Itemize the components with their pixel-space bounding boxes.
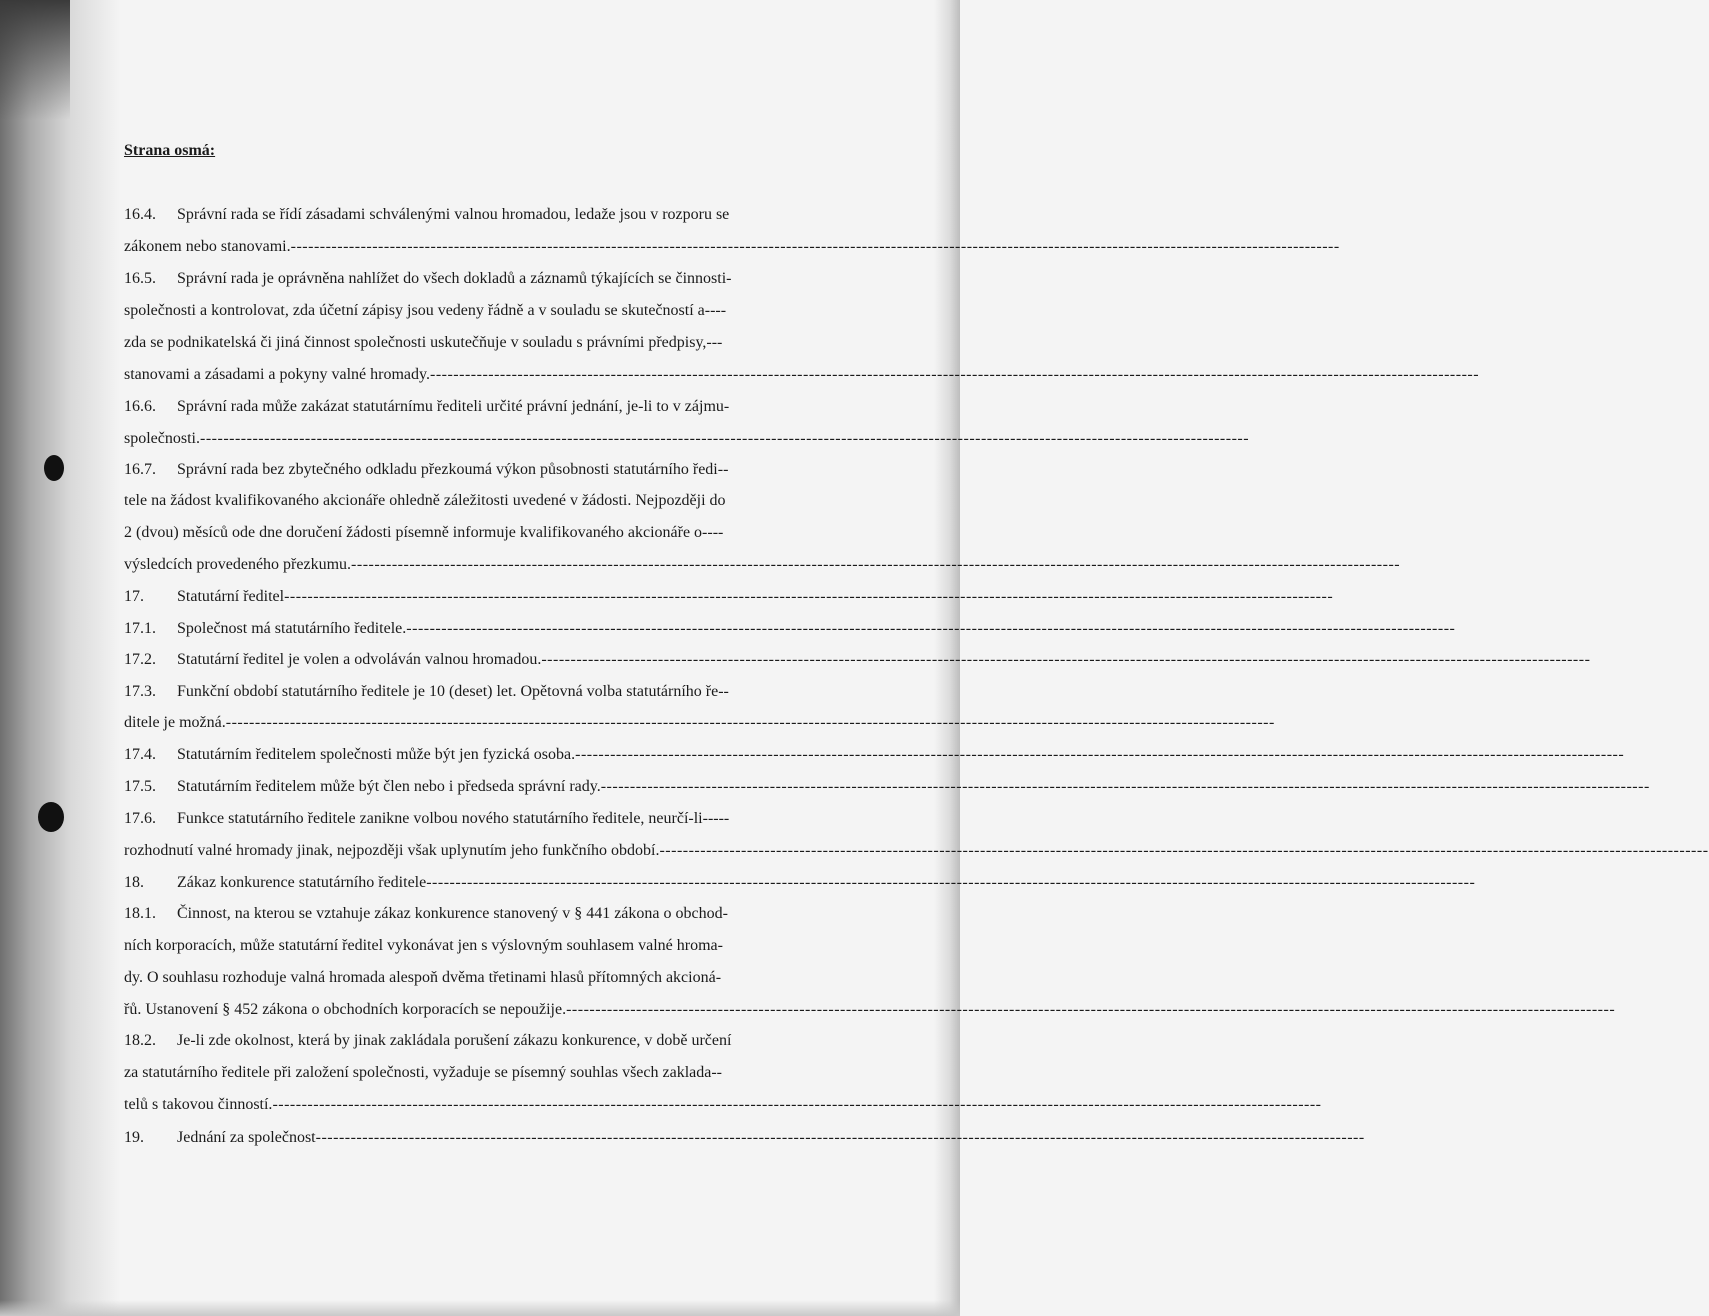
punch-hole-icon <box>38 802 64 832</box>
line-text: Jednání za společnost <box>177 1129 316 1146</box>
scan-corner-shadow <box>0 0 70 120</box>
line-text: dy. O souhlasu rozhoduje valná hromada alespoň dvěma třetinami hlasů přítomných akcioná- <box>124 969 722 986</box>
scan-binding-shadow <box>0 0 120 1316</box>
line-text: Správní rada bez zbytečného odkladu přezkoumá výkon působnosti statutárního ředi-- <box>177 461 729 478</box>
dash-filler <box>566 999 1615 1021</box>
text-line <box>124 872 796 894</box>
line-text: společnosti a kontrolovat, zda účetní zápisy jsou vedeny řádně a v souladu se skutečností a---- <box>124 302 727 319</box>
text-line <box>124 490 796 512</box>
text-line <box>124 364 796 386</box>
line-text: za statutárního ředitele při založení společnosti, vyžaduje se písemný souhlas všech zaklada-- <box>124 1064 723 1081</box>
text-line <box>124 840 796 862</box>
text-line <box>124 1062 796 1084</box>
line-text: Činnost, na kterou se vztahuje zákaz konkurence stanovený v § 441 zákona o obchod- <box>177 905 728 922</box>
text-line <box>124 396 796 418</box>
text-line <box>124 935 796 957</box>
line-text: Statutární ředitel je volen a odvoláván valnou hromadou. <box>177 651 542 668</box>
text-line <box>124 554 796 576</box>
section-number: 18.2. <box>124 1032 156 1049</box>
section-number: 17.4. <box>124 746 156 763</box>
line-text: Funkce statutárního ředitele zanikne volbou nového statutárního ředitele, neurčí-li----- <box>177 810 730 827</box>
line-text: tele na žádost kvalifikovaného akcionáře ohledně záležitosti uvedené v žádosti. Nejpozději do <box>124 492 726 509</box>
section-number: 17.1. <box>124 620 156 637</box>
section-number: 16.5. <box>124 270 156 287</box>
text-line <box>124 903 796 925</box>
text-line <box>124 649 796 671</box>
section-number: 16.6. <box>124 398 156 415</box>
dash-filler <box>272 1094 1321 1116</box>
dash-filler <box>659 840 1708 862</box>
text-line <box>124 1094 796 1116</box>
text-line <box>124 236 796 258</box>
dash-filler <box>541 649 1590 671</box>
dash-filler <box>426 872 1475 894</box>
line-text: výsledcích provedeného přezkumu. <box>124 556 352 573</box>
line-text: ních korporacích, může statutární ředitel vykonávat jen s výslovným souhlasem valné hroma- <box>124 937 723 954</box>
line-text: společnosti. <box>124 430 200 447</box>
text-line <box>124 459 796 481</box>
text-line <box>124 204 796 226</box>
section-number: 16.4. <box>124 206 156 223</box>
text-line <box>124 776 796 798</box>
text-line <box>124 712 796 734</box>
section-number: 18. <box>124 874 144 891</box>
section-number: 19. <box>124 1129 144 1146</box>
section-number: 17.2. <box>124 651 156 668</box>
line-text: Společnost má statutárního ředitele. <box>177 620 407 637</box>
section-number: 16.7. <box>124 461 156 478</box>
scan-bottom-edge <box>0 1300 960 1316</box>
text-line <box>124 522 796 544</box>
text-line <box>124 586 796 608</box>
section-number: 17.5. <box>124 778 156 795</box>
line-text: Funkční období statutárního ředitele je 10 (deset) let. Opětovná volba statutárního ře-- <box>177 683 729 700</box>
line-text: Je-li zde okolnost, která by jinak zakládala porušení zákazu konkurence, v době určení <box>177 1032 732 1049</box>
dash-filler <box>575 744 1624 766</box>
line-text: stanovami a zásadami a pokyny valné hromady. <box>124 366 430 383</box>
section-number: 17.6. <box>124 810 156 827</box>
dash-filler <box>284 586 1333 608</box>
dash-filler <box>601 776 1650 798</box>
text-line <box>124 967 796 989</box>
dash-filler <box>200 428 1249 450</box>
dash-filler <box>430 364 1479 386</box>
punch-hole-icon <box>44 455 64 481</box>
section-number: 18.1. <box>124 905 156 922</box>
text-line <box>124 1127 796 1149</box>
line-text: zákonem nebo stanovami. <box>124 238 291 255</box>
text-line <box>124 999 796 1021</box>
text-line <box>124 428 796 450</box>
text-line <box>124 808 796 830</box>
section-number: 17.3. <box>124 683 156 700</box>
text-line <box>124 268 796 290</box>
line-text: Statutárním ředitelem může být člen nebo i předseda správní rady. <box>177 778 601 795</box>
dash-filler <box>406 618 1455 640</box>
dash-filler <box>291 236 1340 258</box>
text-line <box>124 744 796 766</box>
section-number: 17. <box>124 588 144 605</box>
line-text: zda se podnikatelská či jiná činnost společnosti uskutečňuje v souladu s právními předpisy,--- <box>124 334 723 351</box>
line-text: ditele je možná. <box>124 714 226 731</box>
dash-filler <box>316 1127 1365 1149</box>
text-line <box>124 681 796 703</box>
dash-filler <box>351 554 1400 576</box>
line-text: Statutární ředitel <box>177 588 285 605</box>
line-text: 2 (dvou) měsíců ode dne doručení žádosti písemně informuje kvalifikovaného akcionáře o---- <box>124 524 724 541</box>
line-text: Zákaz konkurence statutárního ředitele <box>177 874 427 891</box>
line-text: Správní rada může zakázat statutárnímu řediteli určité právní jednání, je-li to v zájmu- <box>177 398 730 415</box>
line-text: řů. Ustanovení § 452 zákona o obchodních korporacích se nepoužije. <box>124 1001 567 1018</box>
text-line <box>124 618 796 640</box>
line-text: telů s takovou činností. <box>124 1096 273 1113</box>
line-text: Statutárním ředitelem společnosti může být jen fyzická osoba. <box>177 746 576 763</box>
text-line <box>124 300 796 322</box>
text-line <box>124 332 796 354</box>
line-text: Správní rada se řídí zásadami schválenými valnou hromadou, ledaže jsou v rozporu se <box>177 206 730 223</box>
line-text: rozhodnutí valné hromady jinak, nejpozději však uplynutím jeho funkčního období. <box>124 842 660 859</box>
text-line <box>124 1030 796 1052</box>
page-heading: Strana osmá: <box>124 142 216 159</box>
line-text: Správní rada je oprávněna nahlížet do všech dokladů a záznamů týkajících se činnosti- <box>177 270 732 287</box>
dash-filler <box>226 712 1275 734</box>
